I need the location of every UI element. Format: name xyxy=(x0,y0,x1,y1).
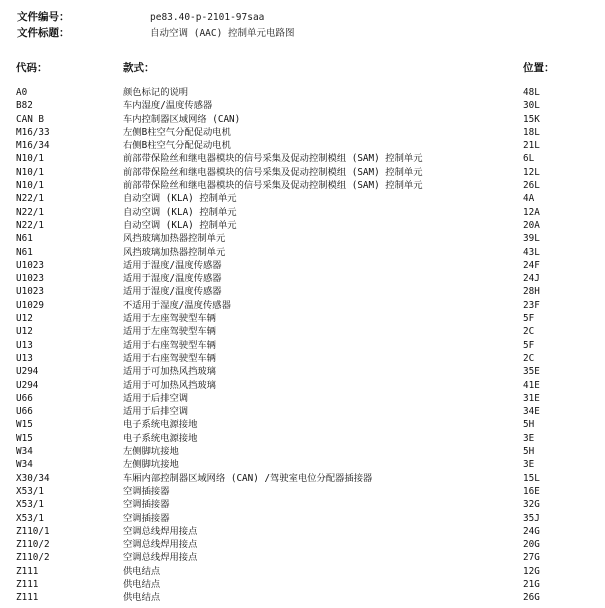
table-row xyxy=(0,232,605,245)
component-description: 电子系统电源接地 xyxy=(123,419,198,431)
component-description: 适用于左座驾驶型车辆 xyxy=(123,326,216,338)
component-description: 空调插接器 xyxy=(123,485,170,497)
table-row xyxy=(0,432,605,445)
component-code: U1023 xyxy=(16,259,44,271)
component-description: 适用于湿度/温度传感器 xyxy=(123,286,222,298)
component-code: Z110/2 xyxy=(16,539,50,551)
table-row xyxy=(0,219,605,232)
component-location: 2C xyxy=(523,352,535,364)
component-location: 24F xyxy=(523,259,540,271)
doc-number-value: pe83.40-p-2101-97saa xyxy=(150,12,265,23)
component-description: 左侧脚坑接地 xyxy=(123,446,179,458)
component-location: 6L xyxy=(523,153,535,165)
component-description: 前部带保险丝和继电器模块的信号采集及促动控制模组 (SAM) 控制单元 xyxy=(123,166,423,178)
component-description: 右侧B柱空气分配促动电机 xyxy=(123,140,231,152)
table-row xyxy=(0,551,605,564)
component-code: U294 xyxy=(16,379,39,391)
doc-number-label: 文件编号： xyxy=(17,11,70,23)
table-row xyxy=(0,525,605,538)
component-code: CAN B xyxy=(16,113,44,125)
component-location: 48L xyxy=(523,87,540,98)
component-location: 12A xyxy=(523,206,540,218)
component-code: M16/34 xyxy=(16,140,50,152)
component-description: 适用于后排空调 xyxy=(123,406,189,418)
component-location: 21L xyxy=(523,140,540,152)
component-description: 电子系统电源接地 xyxy=(123,432,198,444)
component-code: U1023 xyxy=(16,273,44,285)
component-code: X30/34 xyxy=(16,472,50,484)
component-location: 3E xyxy=(523,432,535,444)
table-row xyxy=(0,312,605,325)
component-code: Z111 xyxy=(16,565,39,577)
component-code: U13 xyxy=(16,352,33,364)
component-code: B82 xyxy=(16,100,33,112)
component-description: 适用于可加热风挡玻璃 xyxy=(123,366,216,378)
table-row xyxy=(0,418,605,431)
component-code: Z110/2 xyxy=(16,552,50,564)
component-code: N10/1 xyxy=(16,153,44,165)
component-description: 车内湿度/温度传感器 xyxy=(123,100,213,112)
component-location: 39L xyxy=(523,233,540,245)
table-row xyxy=(0,485,605,498)
component-location: 35E xyxy=(523,366,540,378)
component-description: 空调总线焊用接点 xyxy=(123,539,198,551)
table-row xyxy=(0,472,605,485)
component-description: 适用于湿度/温度传感器 xyxy=(123,259,222,271)
table-row xyxy=(0,578,605,591)
column-header-location: 位置： xyxy=(523,62,555,74)
component-location: 20A xyxy=(523,219,540,231)
component-location: 27G xyxy=(523,552,540,564)
table-row xyxy=(0,445,605,458)
component-description: 车内控制器区域网络 (CAN) xyxy=(123,113,241,125)
table-row xyxy=(0,126,605,139)
table-row xyxy=(0,339,605,352)
table-row xyxy=(0,152,605,165)
component-location: 5H xyxy=(523,419,535,431)
component-code: X53/1 xyxy=(16,512,44,524)
table-row xyxy=(0,365,605,378)
component-code: A0 xyxy=(16,87,28,98)
component-description: 车厢内部控制器区域网络 (CAN) /驾驶室电位分配器插接器 xyxy=(123,472,373,484)
table-row xyxy=(0,179,605,192)
table-row xyxy=(0,86,605,99)
component-location: 41E xyxy=(523,379,540,391)
component-code: X53/1 xyxy=(16,485,44,497)
table-row xyxy=(0,538,605,551)
component-code: N10/1 xyxy=(16,166,44,178)
table-row xyxy=(0,379,605,392)
component-location: 32G xyxy=(523,499,540,511)
component-location: 21G xyxy=(523,578,540,590)
doc-title-value: 自动空调 (AAC) 控制单元电路图 xyxy=(150,28,295,39)
component-code: M16/33 xyxy=(16,126,50,138)
component-description: 空调总线焊用接点 xyxy=(123,552,198,564)
component-code: W34 xyxy=(16,459,33,471)
component-description: 前部带保险丝和继电器模块的信号采集及促动控制模组 (SAM) 控制单元 xyxy=(123,153,423,165)
component-description: 空调插接器 xyxy=(123,512,170,524)
table-row xyxy=(0,458,605,471)
table-row xyxy=(0,405,605,418)
component-description: 适用于湿度/温度传感器 xyxy=(123,273,222,285)
component-description: 供电结点 xyxy=(123,565,161,577)
component-location: 30L xyxy=(523,100,540,112)
table-row xyxy=(0,166,605,179)
component-description: 风挡玻璃加热器控制单元 xyxy=(123,233,226,245)
component-description: 左侧脚坑接地 xyxy=(123,459,179,471)
column-header-code: 代码： xyxy=(16,62,48,74)
component-location: 24J xyxy=(523,273,540,285)
component-description: 适用于后排空调 xyxy=(123,392,189,404)
component-description: 供电结点 xyxy=(123,578,161,590)
component-description: 颜色标记的说明 xyxy=(123,87,189,98)
component-description: 适用于可加热风挡玻璃 xyxy=(123,379,216,391)
table-row xyxy=(0,246,605,259)
component-code: X53/1 xyxy=(16,499,44,511)
component-description: 适用于右座驾驶型车辆 xyxy=(123,339,216,351)
component-location: 16E xyxy=(523,485,540,497)
component-code: U294 xyxy=(16,366,39,378)
component-location: 15L xyxy=(523,472,540,484)
component-code: U1029 xyxy=(16,299,44,311)
component-description: 不适用于湿度/温度传感器 xyxy=(123,299,231,311)
component-location: 5F xyxy=(523,339,535,351)
component-description: 自动空调 (KLA) 控制单元 xyxy=(123,193,237,205)
component-location: 4A xyxy=(523,193,535,205)
component-description: 空调总线焊用接点 xyxy=(123,525,198,537)
component-location: 12L xyxy=(523,166,540,178)
component-code: Z110/1 xyxy=(16,525,50,537)
table-row xyxy=(0,512,605,525)
table-row xyxy=(0,206,605,219)
table-row xyxy=(0,565,605,578)
component-code: U66 xyxy=(16,406,33,418)
table-row xyxy=(0,285,605,298)
component-code: U66 xyxy=(16,392,33,404)
component-code: N10/1 xyxy=(16,180,44,192)
component-code: N22/1 xyxy=(16,206,44,218)
component-code: W15 xyxy=(16,419,33,431)
component-location: 23F xyxy=(523,299,540,311)
table-row xyxy=(0,259,605,272)
component-description: 空调插接器 xyxy=(123,499,170,511)
component-location: 15K xyxy=(523,113,540,125)
table-row xyxy=(0,392,605,405)
component-location: 28H xyxy=(523,286,540,298)
table-row xyxy=(0,498,605,511)
table-row xyxy=(0,352,605,365)
component-code: W15 xyxy=(16,432,33,444)
table-row xyxy=(0,113,605,126)
table-row xyxy=(0,139,605,152)
component-location: 26L xyxy=(523,180,540,192)
component-description: 适用于右座驾驶型车辆 xyxy=(123,352,216,364)
component-code: W34 xyxy=(16,446,33,458)
component-location: 18L xyxy=(523,126,540,138)
table-row xyxy=(0,272,605,285)
component-location: 2C xyxy=(523,326,535,338)
component-description: 自动空调 (KLA) 控制单元 xyxy=(123,219,237,231)
component-code: N22/1 xyxy=(16,193,44,205)
component-description: 供电结点 xyxy=(123,592,161,604)
component-code: U12 xyxy=(16,326,33,338)
component-description: 适用于左座驾驶型车辆 xyxy=(123,313,216,325)
component-location: 35J xyxy=(523,512,540,524)
component-location: 24G xyxy=(523,525,540,537)
component-description: 自动空调 (KLA) 控制单元 xyxy=(123,206,237,218)
component-code: N61 xyxy=(16,233,33,245)
table-row xyxy=(0,99,605,112)
component-location: 12G xyxy=(523,565,540,577)
component-location: 5H xyxy=(523,446,535,458)
component-location: 3E xyxy=(523,459,535,471)
component-location: 26G xyxy=(523,592,540,604)
component-location: 34E xyxy=(523,406,540,418)
component-description: 风挡玻璃加热器控制单元 xyxy=(123,246,226,258)
component-location: 43L xyxy=(523,246,540,258)
component-code: U1023 xyxy=(16,286,44,298)
component-location: 20G xyxy=(523,539,540,551)
table-row xyxy=(0,192,605,205)
column-header-description: 款式： xyxy=(123,62,155,74)
component-table xyxy=(0,86,605,605)
component-code: U12 xyxy=(16,313,33,325)
component-code: U13 xyxy=(16,339,33,351)
component-location: 5F xyxy=(523,313,535,325)
component-code: Z111 xyxy=(16,578,39,590)
table-row xyxy=(0,591,605,604)
component-description: 左侧B柱空气分配促动电机 xyxy=(123,126,231,138)
component-code: N61 xyxy=(16,246,33,258)
table-row xyxy=(0,325,605,338)
component-code: N22/1 xyxy=(16,219,44,231)
component-description: 前部带保险丝和继电器模块的信号采集及促动控制模组 (SAM) 控制单元 xyxy=(123,180,423,192)
doc-title-label: 文件标题： xyxy=(17,27,70,39)
component-code: Z111 xyxy=(16,592,39,604)
table-row xyxy=(0,299,605,312)
component-location: 31E xyxy=(523,392,540,404)
